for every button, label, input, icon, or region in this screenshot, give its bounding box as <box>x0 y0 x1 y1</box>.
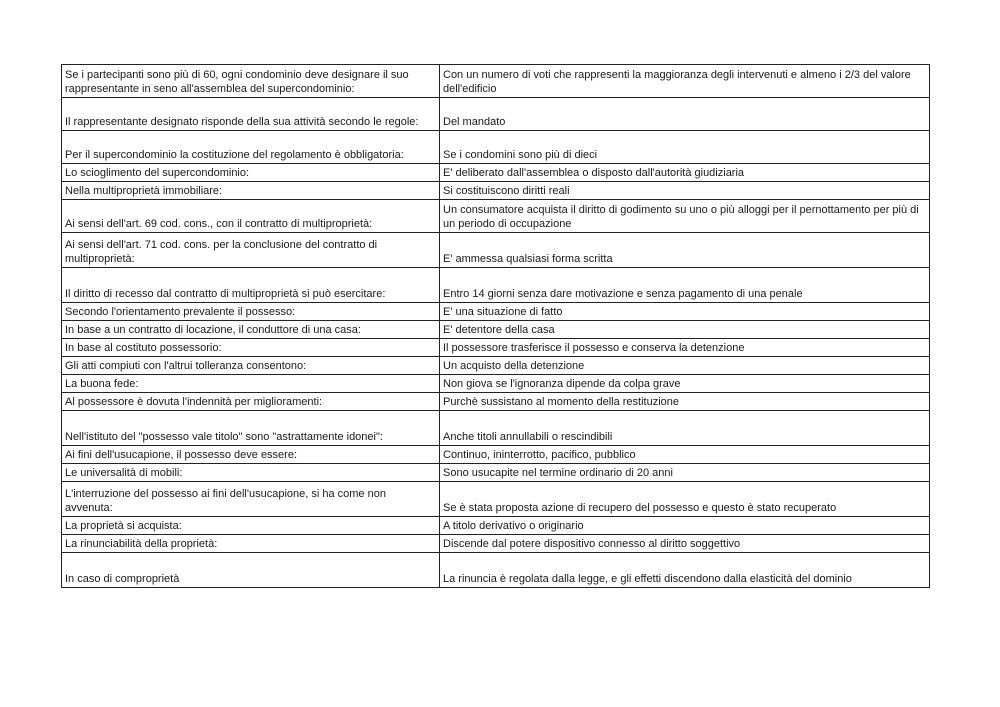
answer-cell: Se i condomini sono più di dieci <box>440 131 930 164</box>
answer-cell: Con un numero di voti che rappresenti la maggioranza degli intervenuti e almeno i 2/3 del valore dell'edificio <box>440 65 930 98</box>
question-cell: Secondo l'orientamento prevalente il possesso: <box>62 303 440 321</box>
answer-cell: E' deliberato dall'assemblea o disposto dall'autorità giudiziaria <box>440 164 930 182</box>
question-cell: In base a un contratto di locazione, il conduttore di una casa: <box>62 321 440 339</box>
question-cell: Lo scioglimento del supercondominio: <box>62 164 440 182</box>
question-cell: Ai sensi dell'art. 69 cod. cons., con il contratto di multiproprietà: <box>62 200 440 233</box>
table-row <box>62 464 930 482</box>
table-row <box>62 375 930 393</box>
answer-cell: Sono usucapite nel termine ordinario di 20 anni <box>440 464 930 482</box>
question-cell: Nell'istituto del "possesso vale titolo" sono "astrattamente idonei": <box>62 411 440 446</box>
table-row <box>62 357 930 375</box>
question-cell: L'interruzione del possesso ai fini dell'usucapione, si ha come non avvenuta: <box>62 482 440 517</box>
question-cell: Ai fini dell'usucapione, il possesso deve essere: <box>62 446 440 464</box>
answer-cell: E' ammessa qualsiasi forma scritta <box>440 233 930 268</box>
answer-cell: E' una situazione di fatto <box>440 303 930 321</box>
answer-cell: Se è stata proposta azione di recupero del possesso e questo è stato recuperato <box>440 482 930 517</box>
table-row <box>62 65 930 98</box>
table-row <box>62 131 930 164</box>
answer-cell: Entro 14 giorni senza dare motivazione e senza pagamento di una penale <box>440 268 930 303</box>
table-row <box>62 303 930 321</box>
question-cell: Il rappresentante designato risponde della sua attività secondo le regole: <box>62 98 440 131</box>
answer-cell: Un consumatore acquista il diritto di godimento su uno o più alloggi per il pernottamento per più di un periodo di occupazione <box>440 200 930 233</box>
question-cell: Nella multiproprietà immobiliare: <box>62 182 440 200</box>
question-cell: Le universalità di mobili: <box>62 464 440 482</box>
table-row <box>62 98 930 131</box>
answer-cell: Si costituiscono diritti reali <box>440 182 930 200</box>
table-row <box>62 182 930 200</box>
answer-cell: Continuo, ininterrotto, pacifico, pubblico <box>440 446 930 464</box>
answer-cell: Anche titoli annullabili o rescindibili <box>440 411 930 446</box>
answer-cell: A titolo derivativo o originario <box>440 517 930 535</box>
table-row <box>62 164 930 182</box>
question-cell: Per il supercondominio la costituzione del regolamento è obbligatoria: <box>62 131 440 164</box>
answer-cell: Discende dal potere dispositivo connesso al diritto soggettivo <box>440 535 930 553</box>
question-cell: Gli atti compiuti con l'altrui tolleranza consentono: <box>62 357 440 375</box>
table-row <box>62 393 930 411</box>
answer-cell: Purchè sussistano al momento della restituzione <box>440 393 930 411</box>
question-cell: La proprietà si acquista: <box>62 517 440 535</box>
question-cell: Ai sensi dell'art. 71 cod. cons. per la conclusione del contratto di multiproprietà: <box>62 233 440 268</box>
table-row <box>62 517 930 535</box>
table-row <box>62 339 930 357</box>
qa-table <box>61 64 930 588</box>
answer-cell: Il possessore trasferisce il possesso e conserva la detenzione <box>440 339 930 357</box>
answer-cell: Non giova se l'ignoranza dipende da colpa grave <box>440 375 930 393</box>
table-row <box>62 200 930 233</box>
answer-cell: Del mandato <box>440 98 930 131</box>
question-cell: La buona fede: <box>62 375 440 393</box>
question-cell: Se i partecipanti sono più di 60, ogni condominio deve designare il suo rappresentante in seno all'assemblea del supercondominio: <box>62 65 440 98</box>
table-row <box>62 446 930 464</box>
question-cell: La rinunciabilità della proprietà: <box>62 535 440 553</box>
table-row <box>62 268 930 303</box>
question-cell: In caso di comproprietà <box>62 553 440 588</box>
table-row <box>62 321 930 339</box>
question-cell: Il diritto di recesso dal contratto di multiproprietà si può esercitare: <box>62 268 440 303</box>
answer-cell: E' detentore della casa <box>440 321 930 339</box>
answer-cell: Un acquisto della detenzione <box>440 357 930 375</box>
answer-cell: La rinuncia è regolata dalla legge, e gli effetti discendono dalla elasticità del dominio <box>440 553 930 588</box>
table-row <box>62 535 930 553</box>
table-row <box>62 553 930 588</box>
table-row <box>62 233 930 268</box>
question-cell: Al possessore è dovuta l'indennità per miglioramenti: <box>62 393 440 411</box>
question-cell: In base al costituto possessorio: <box>62 339 440 357</box>
table-row <box>62 411 930 446</box>
table-row <box>62 482 930 517</box>
